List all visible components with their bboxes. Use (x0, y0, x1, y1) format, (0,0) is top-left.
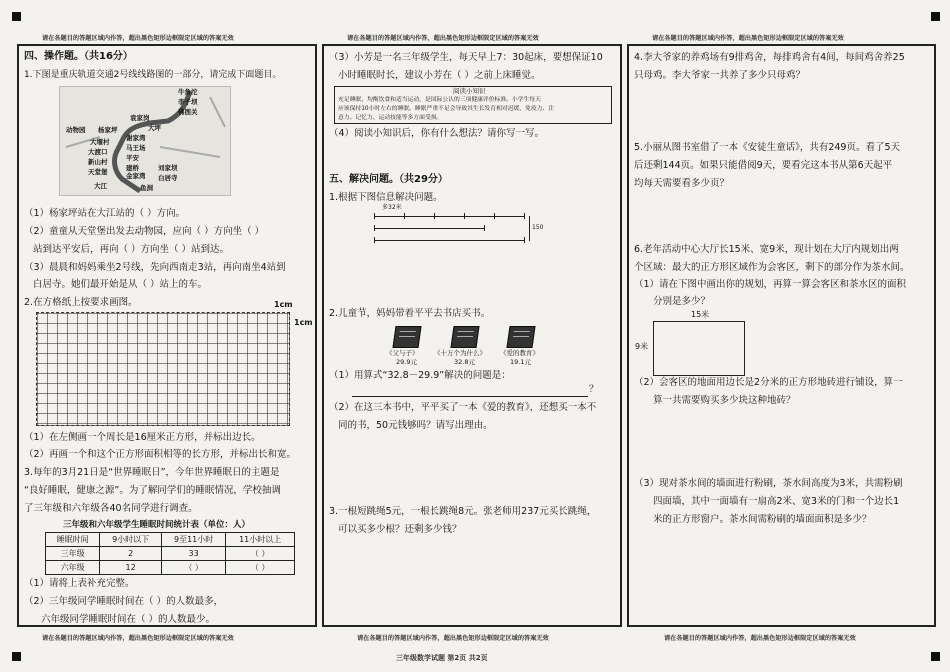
diagram-tick (464, 213, 465, 219)
q3-line1: 3.每年的3月21日是“世界睡眠日”，今年世界睡眠日的主题是 (24, 467, 280, 478)
q3-part2-line1: （2）三年级同学睡眠时间在（ ）的人数最多， (24, 596, 224, 607)
table-row (46, 561, 295, 575)
station-label: 金家湾 (126, 172, 146, 180)
p3-line1: 3.一根短跳绳5元，一根长跳绳8元。张老师用237元买长跳绳， (329, 506, 597, 517)
p6-part3-line2: 四面墙，其中一面墙有一扇高2米、宽3米的门和一个边长1 (653, 496, 900, 507)
station-label: 新山村 (88, 158, 108, 166)
footer-note-right: 请在各题目的答题区域内作答，超出黑色矩形边框限定区域的答案无效 (664, 635, 856, 642)
p5-line1: 5.小丽从图书室借了一本《安徒生童话》，共有249页。看了5天 (634, 142, 900, 153)
middle-answer-panel (322, 44, 622, 627)
book-title: 《十万个为什么》 (434, 349, 486, 357)
table-answer-cell[interactable]: （ ） (226, 561, 295, 575)
q1-part1: （1）杨家坪站在大江站的（ ）方向。 (24, 208, 186, 219)
knowledge-line: 充足睡眠、均衡饮食和适当运动，是国际公认的三项健康评价标准。小学生每天 (338, 97, 541, 103)
diagram-line-bottom (374, 240, 524, 241)
diagram-top-label: 多32米 (382, 204, 402, 211)
p2-part2-line1: （2）在这三本书中，平平买了一本《爱的教育》，还想买一本不 (329, 402, 597, 413)
corner-mark-bottom-left (12, 652, 21, 661)
q3-part3-line2: 小时睡眠时长，建议小芳在（ ）之前上床睡觉。 (338, 70, 541, 81)
diagram-tick (404, 213, 405, 219)
table-cell: 33 (161, 547, 226, 561)
p1-intro: 1.根据下图信息解决问题。 (329, 192, 443, 203)
station-label: 杨家坪 (98, 126, 118, 134)
p4-line1: 4.李大爷家的养鸡场有9排鸡舍，每排鸡舍有4间，每间鸡舍养25 (634, 52, 905, 63)
station-label: 大堰村 (90, 138, 110, 146)
p6-part1-line1: （1）请在下图中画出你的规划，再算一算会客区和茶水区的面积 (634, 279, 907, 290)
table-header-cell: 睡眠时间 (46, 533, 100, 547)
diagram-tick (374, 213, 375, 219)
station-label: 大渡口 (88, 148, 108, 156)
corner-mark-top-left (12, 12, 21, 21)
book-title: 《父与子》 (386, 349, 419, 357)
station-label: 平安 (126, 154, 139, 162)
station-label: 牛角沱 (178, 88, 198, 96)
diagram-tick (494, 213, 495, 219)
book-title: 《爱的教育》 (500, 349, 539, 357)
corner-mark-bottom-right (931, 652, 940, 661)
p4-line2: 只母鸡。李大爷家一共养了多少只母鸡？ (634, 70, 806, 81)
p3-line2: 可以买多少根？还剩多少钱？ (338, 524, 462, 535)
station-label: 鱼洞 (140, 184, 153, 192)
p6-line2: 个区域：最大的正方形区域作为会客区，剩下的部分作为茶水间。 (634, 262, 910, 273)
station-label: 天堂堡 (88, 168, 108, 176)
reading-knowledge-box (334, 86, 612, 124)
q2-intro: 2.在方格纸上按要求画图。 (24, 297, 138, 308)
q2-part1: （1）在左侧画一个周长是16厘米正方形，并标出边长。 (24, 432, 261, 443)
q1-part2-line2: 站到达平安后，再向（ ）方向坐（ ）站到达。 (33, 244, 230, 255)
p6-part1-line2: 分别是多少？ (653, 296, 711, 307)
station-label: 马王场 (126, 144, 146, 152)
book-cover-icon (392, 326, 421, 348)
hall-rectangle[interactable] (653, 321, 745, 376)
table-answer-cell[interactable]: （ ） (226, 547, 295, 561)
station-label: 大坪 (148, 124, 161, 132)
diagram-line-middle (374, 228, 484, 229)
section-title-operations: 四、操作题。（共16分） (24, 51, 133, 62)
q3-line2: “良好睡眠，健康之源”。为了解同学们的睡眠情况，学校抽调 (24, 485, 281, 496)
q3-line3: 了三年级和六年级各40名同学进行调查。 (24, 503, 198, 514)
p6-part3-line1: （3）现对茶水间的墙面进行粉刷，茶水间高度为3米，共需粉刷 (634, 478, 903, 489)
q3-part2-line2: 六年级同学睡眠时间在（ ）的人数最少。 (41, 614, 216, 625)
station-label: 刘家坝 (158, 164, 178, 172)
station-label: 动物园 (66, 126, 86, 134)
knowledge-line: 意力、记忆力、运动技能等多方面受损。 (338, 115, 443, 121)
table-cell: 2 (100, 547, 161, 561)
grid-unit-label-top: 1cm (274, 300, 293, 309)
table-header-row (46, 533, 295, 547)
q3-part4: （4）阅读小知识后，你有什么想法？请你写一写。 (329, 128, 545, 139)
p6-part2-line2: 算一共需要购买多少块这种地砖？ (653, 395, 796, 406)
station-label: 佛图关 (178, 108, 198, 116)
q2-part2: （2）再画一个和这个正方形面积相等的长方形，并标出长和宽。 (24, 449, 297, 460)
q1-part3-line2: 白居寺。她们最开始是从（ ）站上的车。 (33, 279, 208, 290)
diagram-tick (374, 237, 375, 243)
table-row (46, 547, 295, 561)
p5-line3: 均每天需要看多少页？ (634, 178, 730, 189)
knowledge-title: 阅读小知识 (453, 87, 486, 95)
footer-note-middle: 请在各题目的答题区域内作答，超出黑色矩形边框限定区域的答案无效 (357, 635, 549, 642)
book-price: 32.8元 (454, 358, 475, 366)
table-answer-cell[interactable]: （ ） (161, 561, 226, 575)
station-label: 白居寺 (158, 174, 178, 182)
footer-note-left: 请在各题目的答题区域内作答，超出黑色矩形边框限定区域的答案无效 (42, 635, 234, 642)
header-note-left: 请在各题目的答题区域内作答，超出黑色矩形边框限定区域的答案无效 (42, 35, 234, 42)
book-price: 19.1元 (510, 358, 531, 366)
station-label: 大江 (94, 182, 107, 190)
diagram-total-label: 150 (532, 224, 544, 231)
p2-intro: 2.儿童节，妈妈带着平平去书店买书。 (329, 308, 491, 319)
diagram-line-top (374, 216, 524, 217)
p2-part1: （1）用算式“32.8－29.9”解决的问题是： (329, 370, 511, 381)
hall-width-label: 9米 (635, 342, 649, 351)
corner-mark-top-right (931, 12, 940, 21)
sleep-table (45, 532, 295, 575)
diagram-tick (484, 225, 485, 231)
grid-unit-label-side: 1cm (294, 318, 313, 327)
book-cover-icon (506, 326, 535, 348)
book-cover-icon (450, 326, 479, 348)
p5-line2: 后还剩144页。如果只能借阅9天，要看完这本书从第6天起平 (634, 160, 893, 171)
table-header-cell: 9小时以下 (100, 533, 161, 547)
sleep-table-title: 三年级和六年级学生睡眠时间统计表（单位：人） (63, 520, 251, 530)
diagram-tick (524, 237, 525, 243)
left-answer-panel (17, 44, 317, 627)
station-label: 袁家岗 (130, 114, 150, 122)
table-header-cell: 9至11小时 (161, 533, 226, 547)
diagram-brace (529, 216, 530, 241)
q1-part2-line1: （2）童童从天堂堡出发去动物园，应向（ ）方向坐（ ） (24, 226, 265, 237)
header-note-right: 请在各题目的答题区域内作答，超出黑色矩形边框限定区域的答案无效 (652, 35, 844, 42)
book-price: 29.9元 (396, 358, 417, 366)
table-cell: 三年级 (46, 547, 100, 561)
answer-underline[interactable] (352, 396, 588, 397)
q1-intro: 1.下图是重庆轨道交通2号线线路图的一部分，请完成下面题目。 (24, 70, 282, 80)
table-cell: 12 (100, 561, 161, 575)
station-label: 李子坝 (178, 98, 198, 106)
page-number: 三年级数学试题 第2页 共2页 (396, 654, 488, 662)
diagram-tick (374, 225, 375, 231)
station-label: 建桥 (126, 164, 139, 172)
p6-part3-line3: 米的正方形窗户。茶水间需粉刷的墙面面积是多少？ (653, 514, 872, 525)
section-title-problems: 五、解决问题。（共29分） (329, 174, 448, 185)
segment-diagram (374, 204, 544, 254)
table-header-cell: 11小时以上 (226, 533, 295, 547)
p6-line1: 6.老年活动中心大厅长15米、宽9米，现计划在大厅内规划出两 (634, 244, 899, 255)
q3-part1: （1）请将上表补充完整。 (24, 578, 135, 589)
hall-length-label: 15米 (691, 310, 710, 319)
p2-part1-question-mark: ？ (589, 384, 599, 395)
q1-part3-line1: （3）晨晨和妈妈乘坐2号线，先向西南走3站，再向南坐4站到 (24, 262, 286, 273)
q3-part3-line1: （3）小芳是一名三年级学生，每天早上7：30起床，要想保证10 (329, 52, 603, 63)
metro-map (59, 86, 231, 196)
diagram-tick (434, 213, 435, 219)
p6-part2-line1: （2）会客区的地面用边长是2分米的正方形地砖进行铺设，算一 (634, 377, 903, 388)
station-label: 谢家湾 (126, 134, 146, 142)
table-cell: 六年级 (46, 561, 100, 575)
right-answer-panel (627, 44, 936, 627)
diagram-tick (524, 213, 525, 219)
header-note-middle: 请在各题目的答题区域内作答，超出黑色矩形边框限定区域的答案无效 (347, 35, 539, 42)
drawing-grid[interactable] (36, 312, 290, 426)
p2-part2-line2: 同的书，50元钱够吗？请写出理由。 (338, 420, 493, 431)
knowledge-line: 应该保持10小时左右的睡眠。睡眠严重不足会导致其生长发育相对迟缓，免疫力、注 (338, 106, 555, 112)
